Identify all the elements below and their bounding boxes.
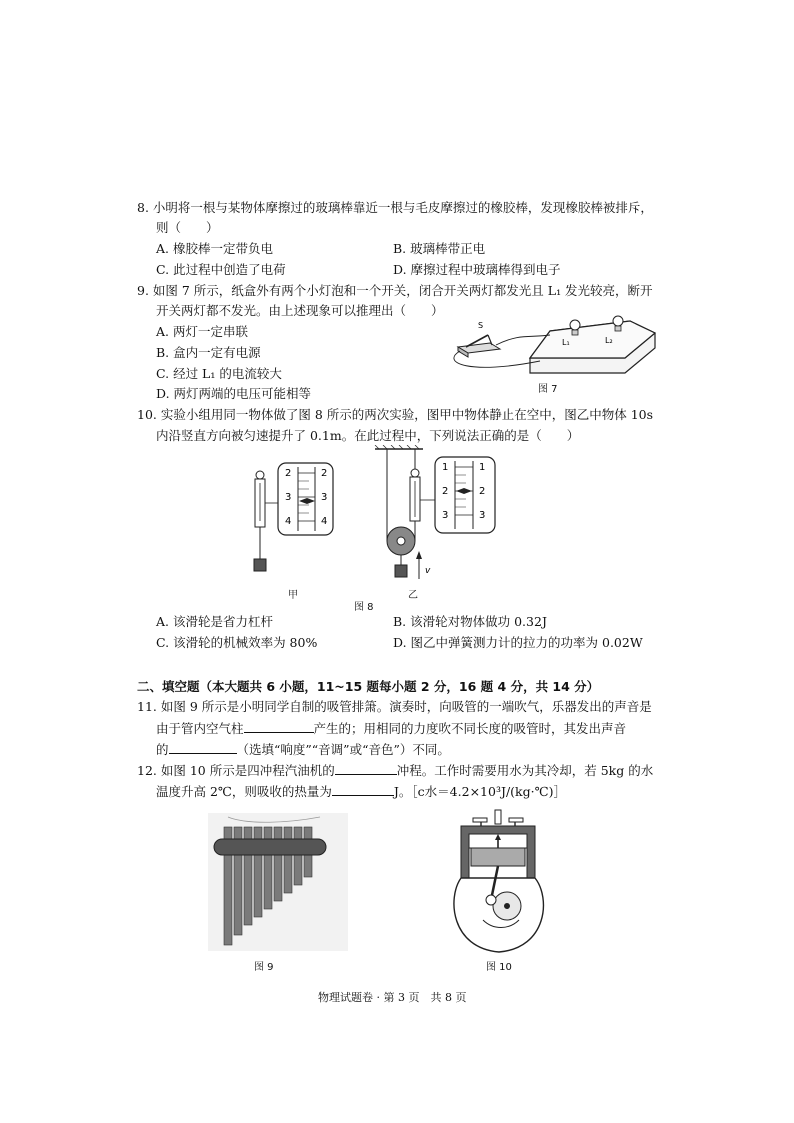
spring-scale-jia-icon [254, 471, 266, 571]
q11-line3-b: （选填“响度”“音调”或“音色”）不同。 [236, 742, 450, 757]
scale-jia-tick: 4 [321, 516, 328, 527]
q9-option-b: B. 盒内一定有电源 [156, 345, 261, 360]
q11-line1: 11. 如图 9 所示是小明同学自制的吸管排箫。演奏时，向吸管的一端吹气，乐器发出的声音是 [137, 699, 652, 714]
switch-icon [458, 335, 500, 357]
scale-yi-tick: 1 [479, 462, 486, 473]
label-s: S [478, 321, 484, 330]
q10-stem-line1: 10. 实验小组用同一物体做了图 8 所示的两次实验，图甲中物体静止在空中，图乙中物体 10s [137, 407, 654, 422]
q11-line2-b: 产生的；用相同的力度吹不同长度的吸管时，其发出声音 [313, 721, 627, 736]
scale-zoom-yi [435, 457, 495, 533]
q11-line2-a: 由于管内空气柱 [156, 721, 244, 736]
scale-yi-tick: 2 [442, 486, 449, 497]
scale-yi-tick: 3 [442, 510, 449, 521]
figure-9-straw-panpipe [208, 813, 348, 951]
scale-jia-tick: 3 [285, 492, 292, 503]
section-2-heading: 二、填空题（本大题共 6 小题，11~15 题每小题 2 分，16 题 4 分，共 14 分） [137, 679, 600, 694]
scale-yi-tick: 1 [442, 462, 449, 473]
q12-line1-b: 冲程。工作时需要用水为其冷却，若 5kg 的水 [396, 763, 654, 778]
figure-8-caption: 图 8 [354, 602, 374, 613]
scale-jia-tick: 2 [285, 468, 292, 479]
spring-scale-yi-icon [410, 469, 420, 541]
q12-line2 [156, 783, 566, 800]
scale-yi-tick: 2 [479, 486, 486, 497]
scale-jia-tick: 3 [321, 492, 328, 503]
q9-stem-line1: 9. 如图 7 所示，纸盒外有两个小灯泡和一个开关，闭合开关两灯都发光且 L₁ 发光较亮，断开 [137, 283, 653, 298]
q8-option-d: D. 摩擦过程中玻璃棒得到电子 [393, 262, 561, 277]
velocity-arrow-icon [416, 551, 422, 579]
q10-option-a: A. 该滑轮是省力杠杆 [156, 614, 273, 629]
q12-line1-a: 12. 如图 10 所示是四冲程汽油机的 [137, 763, 335, 778]
scale-jia-tick: 2 [321, 468, 328, 479]
movable-pulley-icon [387, 527, 415, 577]
q12-blank-1[interactable] [335, 762, 397, 775]
figure-10-engine-cylinder [447, 808, 551, 958]
ceiling-support-icon [375, 445, 423, 449]
figure-10-caption: 图 10 [486, 962, 512, 973]
q8-option-b: B. 玻璃棒带正电 [393, 241, 486, 256]
spark-plug-icon [495, 810, 501, 824]
scale-zoom-jia [278, 463, 333, 535]
q8-option-a: A. 橡胶棒一定带负电 [156, 241, 273, 256]
q10-option-b: B. 该滑轮对物体做功 0.32J [393, 614, 547, 629]
label-jia: 甲 [288, 590, 298, 601]
q12-line2-a: 温度升高 2℃，则吸收的热量为 [156, 784, 332, 799]
q8-option-c: C. 此过程中创造了电荷 [156, 262, 286, 277]
label-l1: L₁ [562, 338, 570, 347]
q11-line2 [156, 720, 626, 737]
figure-7-caption: 图 7 [538, 384, 558, 395]
q12-line1 [137, 762, 653, 779]
q9-option-d: D. 两灯两端的电压可能相等 [156, 386, 312, 401]
label-v: v [425, 566, 431, 576]
q9-stem-line2: 开关两灯都不发光。由上述现象可以推理出（ ） [156, 303, 444, 318]
q10-stem-line2: 内沿竖直方向被匀速提升了 0.1m。在此过程中，下列说法正确的是（ ） [156, 428, 580, 443]
q11-line3 [156, 741, 450, 758]
q8-stem-line1: 8. 小明将一根与某物体摩擦过的玻璃棒靠近一根与毛皮摩擦过的橡胶棒，发现橡胶棒被排斥， [137, 200, 653, 215]
label-l2: L₂ [605, 336, 613, 345]
exhaust-valve-icon [509, 818, 523, 826]
label-yi: 乙 [408, 590, 418, 601]
q11-blank-2[interactable] [169, 741, 237, 754]
q9-option-c: C. 经过 L₁ 的电流较大 [156, 366, 282, 381]
figure-8-pulley-experiment [245, 445, 535, 595]
q11-line3-a: 的 [156, 742, 169, 757]
q10-option-d: D. 图乙中弹簧测力计的拉力的功率为 0.02W [393, 635, 643, 650]
q8-stem-line2: 则（ ） [156, 220, 219, 235]
q10-option-c: C. 该滑轮的机械效率为 80% [156, 635, 318, 650]
page-footer: 物理试题卷 · 第 3 页 共 8 页 [318, 991, 467, 1004]
q11-blank-1[interactable] [244, 720, 314, 733]
figure-9-caption: 图 9 [254, 962, 274, 973]
intake-valve-icon [473, 818, 487, 826]
scale-jia-tick: 4 [285, 516, 292, 527]
q12-line2-b: J。［c水＝4.2×10³J/(kg·℃)］ [393, 784, 566, 799]
q12-blank-2[interactable] [332, 783, 394, 796]
q9-option-a: A. 两灯一定串联 [156, 324, 248, 339]
scale-yi-tick: 3 [479, 510, 486, 521]
